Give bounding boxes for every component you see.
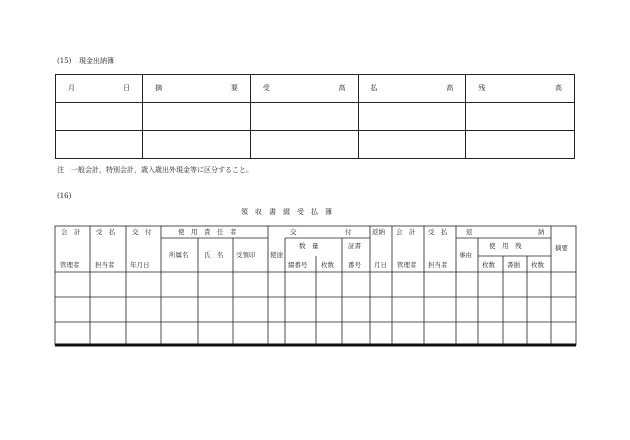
col-issuance: 交 [290, 228, 297, 236]
col-spoiled: 書損 [507, 261, 520, 269]
col-person-in-charge-2: 担当者 [428, 261, 448, 269]
section-16-label: (16) [57, 192, 72, 200]
col-receipt-seal: 受領印 [236, 251, 256, 259]
col-manager: 管理者 [60, 261, 80, 269]
col-person-in-charge: 担当者 [95, 261, 115, 269]
col-sheet-count-2: 枚数 [482, 261, 495, 269]
col-reason: 事由 [459, 251, 472, 259]
col-number: 番号 [348, 261, 361, 269]
col-used-remaining: 使 用 残 [489, 242, 522, 250]
col-sheet-count: 枚数 [321, 261, 334, 269]
col-receipt-payment-2: 受 払 [428, 228, 448, 236]
col-return-2: 返 [466, 228, 473, 236]
col-name: 氏 名 [204, 251, 224, 259]
col-accounting: 会 計 [61, 228, 81, 236]
col-certificate: 証書 [348, 242, 361, 250]
header-receipts: 受 高 [250, 75, 358, 103]
col-issuance-2: 付 [345, 228, 352, 236]
col-return-3: 納 [538, 228, 545, 236]
col-receipt-payment: 受 払 [96, 228, 116, 236]
section-15-note: 注 一般会計，特別会計，歳入歳出外現金等に区分すること。 [57, 166, 253, 174]
col-manager-2: 管理者 [397, 261, 417, 269]
header-month-day: 月 日 [56, 75, 143, 103]
col-purpose: 使途 [270, 251, 283, 259]
col-user-responsible: 使 用 責 任 者 [178, 228, 237, 236]
section-15-label: (15) [57, 57, 72, 65]
section-15-title: 現金出納簿 [79, 57, 114, 65]
col-sheet-count-3: 枚数 [531, 261, 544, 269]
header-balance: 残 高 [466, 75, 575, 103]
col-remarks: 摘要 [555, 244, 568, 252]
col-issue: 交 付 [132, 228, 152, 236]
col-book-number: 綴番号 [288, 261, 308, 269]
header-summary: 摘 要 [143, 75, 251, 103]
col-month-day: 月日 [374, 261, 387, 269]
header-payments: 払 高 [358, 75, 466, 103]
col-return: 返納 [372, 228, 385, 236]
section-16-title: 領 収 書 綴 受 払 簿 [241, 208, 332, 216]
col-accounting-2: 会 計 [396, 228, 416, 236]
col-quantity: 数 量 [299, 242, 319, 250]
col-department: 所属名 [169, 251, 189, 259]
col-date: 年月日 [130, 261, 150, 269]
